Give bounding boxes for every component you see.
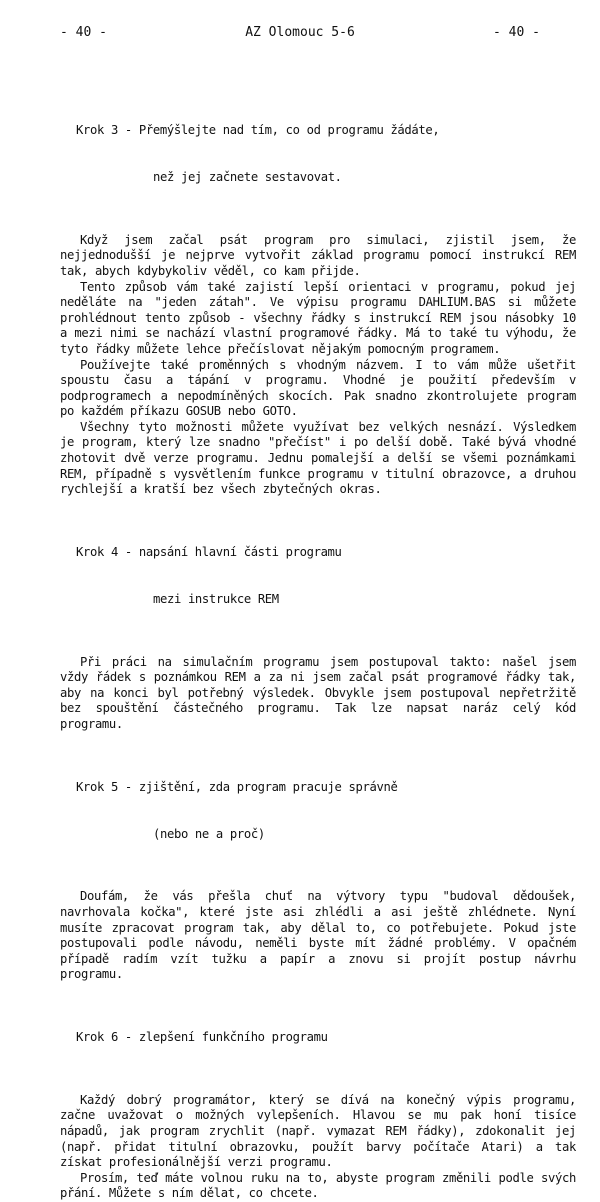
paragraph: Když jsem začal psát program pro simulaci, zjistil jsem, že nejjednodušší je nejprve vytvořit základ programu pomocí instrukcí REM tak, abych kdybykoliv věděl, co kam přijde. (60, 232, 576, 278)
paragraph: Všechny tyto možnosti můžete využívat bez velkých nesnází. Výsledkem je program, který lze snadno "přečíst" i po delší době. Také bývá vhodné zhotovit dvě verze programu. Jednu pomalejší a delší se všemi poznámkami REM, případně s vysvětlením funkce programu v titulní obrazovce, a druhou rychlejší a kratší bez všech zbytečných okras. (60, 419, 576, 497)
paragraph: Doufám, že vás přešla chuť na výtvory typu "budoval dědoušek, navrhovala kočka", které jste asi zhlédli a asi ještě zhlédnete. Nyní musíte zpracovat program tak, aby dělal to, co potřebujete. Pokud jste postupovali podle návodu, neměli byste mít žádné problémy. V opačném případě radím vzít tužku a papír a znovu si projít postup návrhu programu. (60, 889, 576, 982)
heading-line: Krok 4 - napsání hlavní části programu (76, 545, 342, 560)
running-title: AZ Olomouc 5-6 (245, 24, 355, 40)
heading-line: (nebo ne a proč) (153, 826, 265, 841)
section-heading-krok-5 (76, 749, 576, 874)
paragraph: Při práci na simulačním programu jsem postupoval takto: našel jsem vždy řádek s poznámkou REM a za ni jsem začal psát programové řádky tak, aby na konci byl potřebný výsledek. Obvykle jsem postupoval nepřetržitě bez spouštění částečného programu. Tak lze napsat naráz celý kód programu. (60, 654, 576, 731)
section-heading-krok-3 (76, 92, 576, 217)
page-number-left: - 40 - (60, 24, 107, 40)
paragraph: Prosím, teď máte volnou ruku na to, abyste program změnili podle svých přání. Můžete s ním dělat, co chcete. (60, 1170, 576, 1201)
heading-line: mezi instrukce REM (153, 591, 279, 606)
paragraph: Používejte také proměnných s vhodným názvem. I to vám může ušetřit spoustu času a tápání v programu. Vhodné je použití především v podprogramech a nepodmíněných skocích. Pak snadno zkontrolujete program po každém příkazu GOSUB nebo GOTO. (60, 357, 576, 419)
paragraph: Každý dobrý programátor, který se dívá na konečný výpis programu, začne uvažovat o možných vylepšeních. Hlavou se mu pak honí tisíce nápadů, jak program zrychlit (např. vymazat REM řádky), zdokonalit jej (např. přidat titulní obrazovku, použít barvy počítače Atari) a tak získat profesionálnější verzi programu. (60, 1092, 576, 1170)
heading-line: Krok 5 - zjištění, zda program pracuje správně (76, 779, 398, 794)
section-heading-krok-6 (76, 999, 576, 1077)
page-header (60, 22, 540, 42)
heading-line: Krok 3 - Přemýšlejte nad tím, co od programu žádáte, (76, 123, 440, 138)
heading-line: než jej začnete sestavovat. (153, 169, 342, 184)
page-number-right: - 40 - (493, 24, 540, 40)
heading-line: Krok 6 - zlepšení funkčního programu (76, 1030, 328, 1045)
article-body (60, 92, 576, 1202)
paragraph: Tento způsob vám také zajistí lepší orientaci v programu, pokud jej neděláte na "jeden zátah". Ve výpisu programu DAHLIUM.BAS si můžete prohlédnout tento způsob - všechny řádky s instrukcí REM jsou násobky 10 a mezi nimi se nachází vlastní programové řádky. Má to také tu výhodu, že tyto řádky můžete lehce přečíslovat nějakým pomocným programem. (60, 279, 576, 356)
section-heading-krok-4 (76, 514, 576, 639)
